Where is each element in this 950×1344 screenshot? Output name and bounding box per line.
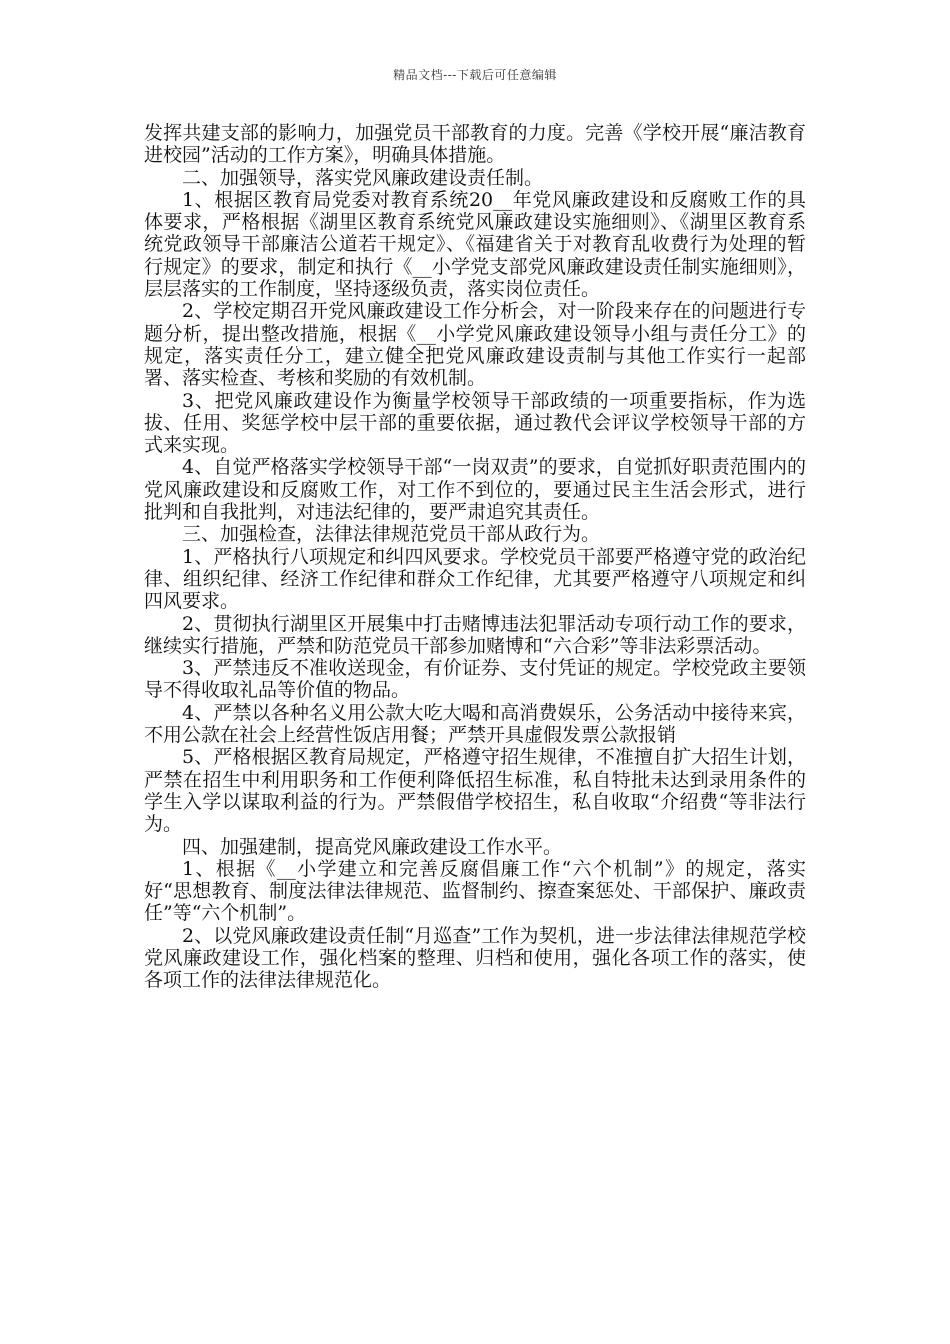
paragraph: 2、学校定期召开党风廉政建设工作分析会，对一阶段来存在的问题进行专题分析，提出整改措施，根据《__小学党风廉政建设领导小组与责任分工》的规定，落实责任分工，建立健全把党风廉政建设责制与其他工作实行一起部署、落实检查、考核和奖励的有效机制。 bbox=[144, 300, 806, 390]
paragraph: 3、严禁违反不准收送现金，有价证券、支付凭证的规定。学校党政主要领导不得收取礼品等价值的物品。 bbox=[144, 657, 806, 702]
section-heading: 三、加强检查，法律法律规范党员干部从政行为。 bbox=[182, 523, 601, 546]
paragraph: 3、把党风廉政建设作为衡量学校领导干部政绩的一项重要指标，作为选拔、任用、奖惩学校中层干部的重要依据，通过教代会评议学校领导干部的方式来实现。 bbox=[144, 389, 806, 457]
section-heading: 二、加强领导，落实党风廉政建设责任制。 bbox=[182, 166, 544, 189]
section-heading: 四、加强建制，提高党风廉政建设工作水平。 bbox=[182, 835, 563, 858]
paragraph: 4、自觉严格落实学校领导干部“一岗双责”的要求，自觉抓好职责范围内的党风廉政建设和反腐败工作，对工作不到位的，要通过民主生活会形式，进行批判和自我批判，对违法纪律的，要严肃追究其责任。 bbox=[144, 456, 806, 524]
page-header: 精品文档---下载后可任意编辑 bbox=[393, 68, 557, 82]
document-body bbox=[144, 122, 806, 992]
paragraph: 5、严格根据区教育局规定，严格遵守招生规律，不准擅自扩大招生计划，严禁在招生中利用职务和工作便利降低招生标准，私自特批未达到录用条件的学生入学以谋取利益的行为。严禁假借学校招生，私自收取“介绍费“等非法行为。 bbox=[144, 746, 806, 836]
paragraph: 发挥共建支部的影响力，加强党员干部教育的力度。完善《学校开展“廉洁教育进校园”活动的工作方案》，明确具体措施。 bbox=[144, 122, 806, 167]
paragraph: 1、根据区教育局党委对教育系统20__年党风廉政建设和反腐败工作的具体要求，严格根据《湖里区教育系统党风廉政建设实施细则》、《湖里区教育系统党政领导干部廉洁公道若干规定》、《福建省关于对教育乱收费行为处理的暂行规定》的要求，制定和执行《__小学党支部党风廉政建设责任制实施细则》，层层落实的工作制度，坚持逐级负责，落实岗位责任。 bbox=[144, 188, 806, 301]
paragraph: 2、以党风廉政建设责任制“月巡查”工作为契机，进一步法律法律规范学校党风廉政建设工作，强化档案的整理、归档和使用，强化各项工作的落实，使各项工作的法律法律规范化。 bbox=[144, 924, 806, 992]
paragraph: 2、贯彻执行湖里区开展集中打击赌博违法犯罪活动专项行动工作的要求，继续实行措施，严禁和防范党员干部参加赌博和“六合彩”等非法彩票活动。 bbox=[144, 612, 806, 657]
paragraph: 1、严格执行八项规定和纠四风要求。学校党员干部要严格遵守党的政治纪律、组织纪律、经济工作纪律和群众工作纪律，尤其要严格遵守八项规定和纠四风要求。 bbox=[144, 545, 806, 613]
paragraph: 1、根据《__小学建立和完善反腐倡廉工作“六个机制”》的规定，落实好“思想教育、制度法律法律规范、监督制约、擦查案惩处、干部保护、廉政责任”等“六个机制”。 bbox=[144, 857, 806, 925]
paragraph: 4、严禁以各种名义用公款大吃大喝和高消费娱乐，公务活动中接待来宾，不用公款在社会上经营性饭店用餐；严禁开具虚假发票公款报销 bbox=[144, 701, 806, 747]
